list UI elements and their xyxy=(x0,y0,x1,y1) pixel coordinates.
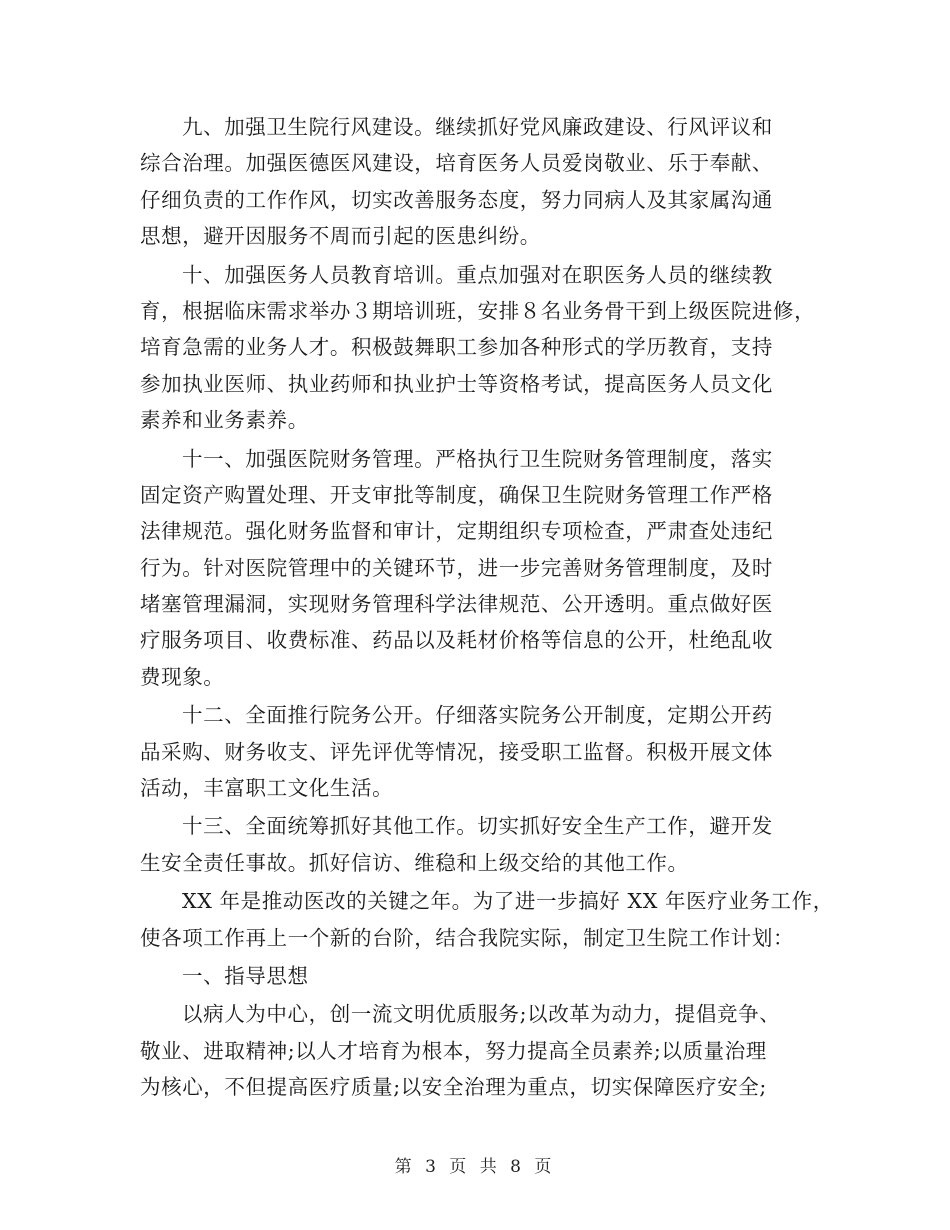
text-line: 法律规范。强化财务监督和审计，定期组织专项检查，严肃查处违纪 xyxy=(140,519,773,544)
text-line: 思想，避开因服务不周而引起的医患纠纷。 xyxy=(140,224,541,249)
text-line: 费现象。 xyxy=(140,664,225,689)
text-line: 十二、全面推行院务公开。仔细落实院务公开制度，定期公开药 xyxy=(182,703,773,728)
text-line: 为核心，不但提高医疗质量;以安全治理为重点，切实保障医疗安全; xyxy=(140,1075,767,1100)
text-line: 十、加强医务人员教育培训。重点加强对在职医务人员的继续教 xyxy=(182,262,773,287)
text-line: 品采购、财务收支、评先评优等情况，接受职工监督。积极开展文体 xyxy=(140,739,773,764)
paragraph-14 xyxy=(140,883,834,956)
paragraph-16 xyxy=(140,996,830,1105)
paragraph-9 xyxy=(140,109,830,255)
text-line: 十一、加强医院财务管理。严格执行卫生院财务管理制度，落实 xyxy=(182,446,773,471)
text-line: 参加执业医师、执业药师和执业护士等资格考试，提高医务人员文化 xyxy=(140,371,773,396)
text-line: 仔细负责的工作作风，切实改善服务态度，努力同病人及其家属沟通 xyxy=(140,187,773,212)
page-number-footer: 第 3 页 共 8 页 xyxy=(394,1157,556,1177)
document-body xyxy=(140,109,834,1108)
text-line: 生安全责任事故。抓好信访、维稳和上级交给的其他工作。 xyxy=(140,850,689,875)
text-line: 培育急需的业务人才。积极鼓舞职工参加各种形式的学历教育，支持 xyxy=(140,335,773,360)
text-line: 疗服务项目、收费标准、药品以及耗材价格等信息的公开，杜绝乱收 xyxy=(140,628,773,653)
text-line: 敬业、进取精神;以人才培育为根本，努力提高全员素养;以质量治理 xyxy=(140,1038,767,1063)
text-line: XX 年是推动医改的关键之年。为了进一步搞好 XX 年医疗业务工作， xyxy=(182,889,834,914)
text-line: 育，根据临床需求举办３期培训班，安排８名业务骨干到上级医院进修， xyxy=(140,298,816,323)
text-line: 使各项工作再上一个新的台阶，结合我院实际，制定卫生院工作计划： xyxy=(140,925,795,950)
text-line: 素养和业务素养。 xyxy=(140,408,309,433)
text-line: 堵塞管理漏洞，实现财务管理科学法律规范、公开透明。重点做好医 xyxy=(140,592,773,617)
section-heading xyxy=(140,958,830,994)
text-line: 活动，丰富职工文化生活。 xyxy=(140,776,394,801)
paragraph-11 xyxy=(140,441,830,696)
text-line: 综合治理。加强医德医风建设，培育医务人员爱岗敬业、乐于奉献、 xyxy=(140,151,773,176)
heading-line: 一、指导思想 xyxy=(182,963,309,988)
text-line: 行为。针对医院管理中的关键环节，进一步完善财务管理制度，及时 xyxy=(140,555,773,580)
text-line: 固定资产购置处理、开支审批等制度，确保卫生院财务管理工作严格 xyxy=(140,482,773,507)
paragraph-10 xyxy=(140,257,830,439)
paragraph-13 xyxy=(140,808,830,881)
text-line: 以病人为中心，创一流文明优质服务;以改革为动力，提倡竞争、 xyxy=(182,1002,781,1027)
text-line: 九、加强卫生院行风建设。继续抓好党风廉政建设、行风评议和 xyxy=(182,115,773,139)
paragraph-12 xyxy=(140,697,830,806)
text-line: 十三、全面统筹抓好其他工作。切实抓好安全生产工作，避开发 xyxy=(182,814,773,839)
